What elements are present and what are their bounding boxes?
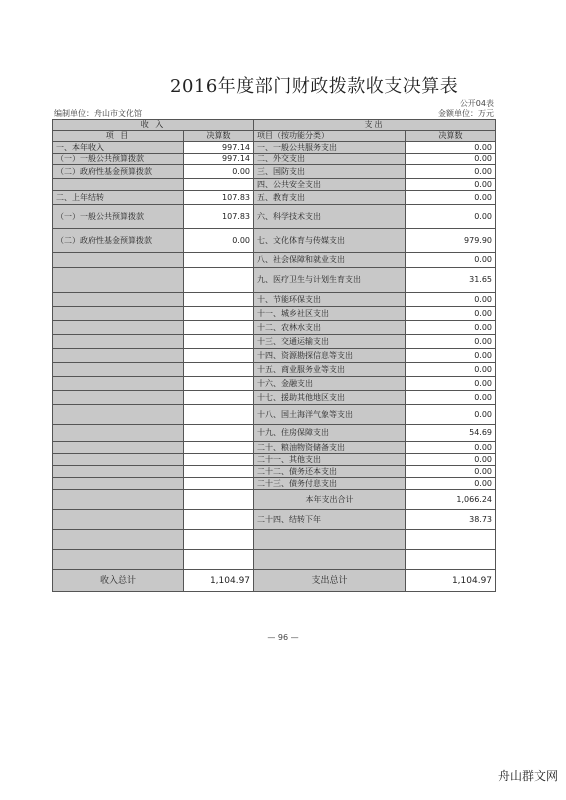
expense-label: 九、医疗卫生与计划生育支出	[254, 268, 406, 293]
expense-value: 0.00	[406, 349, 496, 363]
expense-subtotal-label: 本年支出合计	[254, 490, 406, 510]
expense-value: 31.65	[406, 268, 496, 293]
table-row	[53, 205, 496, 229]
income-blank	[53, 377, 184, 391]
table-row	[53, 442, 496, 454]
expense-label: 十六、金融支出	[254, 377, 406, 391]
income-blank	[53, 293, 184, 307]
income-value: 107.83	[184, 205, 254, 229]
expense-value: 0.00	[406, 442, 496, 454]
income-item-header: 项 目	[53, 131, 184, 142]
income-blank	[53, 490, 184, 510]
section-header-row	[53, 120, 496, 131]
expense-label: 二十三、债务付息支出	[254, 478, 406, 490]
income-value: 0.00	[184, 229, 254, 253]
income-blank	[53, 268, 184, 293]
expense-label: 二十四、结转下年	[254, 510, 406, 530]
income-blank-value	[184, 253, 254, 268]
expense-total-label: 支出总计	[254, 570, 406, 592]
income-blank	[53, 478, 184, 490]
expense-value: 54.69	[406, 425, 496, 442]
table-row	[53, 229, 496, 253]
table-row	[53, 510, 496, 530]
expense-label: 十七、援助其他地区支出	[254, 391, 406, 405]
table-row	[53, 391, 496, 405]
table-row	[53, 335, 496, 349]
income-blank	[53, 391, 184, 405]
income-blank	[53, 321, 184, 335]
income-blank-value	[184, 349, 254, 363]
income-blank	[53, 425, 184, 442]
income-blank-value	[184, 363, 254, 377]
expense-label: 十三、交通运输支出	[254, 335, 406, 349]
income-blank-value	[184, 335, 254, 349]
income-label: 一、本年收入	[53, 142, 184, 154]
income-blank	[53, 442, 184, 454]
expense-value: 0.00	[406, 154, 496, 165]
income-blank-value	[184, 307, 254, 321]
expense-label: 二十二、债务还本支出	[254, 466, 406, 478]
income-total-label: 收入总计	[53, 570, 184, 592]
expense-label: 四、公共安全支出	[254, 179, 406, 191]
expense-label: 七、文化体育与传媒支出	[254, 229, 406, 253]
table-row	[53, 321, 496, 335]
expense-value: 0.00	[406, 253, 496, 268]
expense-header: 支出	[254, 120, 496, 131]
expense-value: 0.00	[406, 405, 496, 425]
expense-subtotal-value: 1,066.24	[406, 490, 496, 510]
income-value: 997.14	[184, 154, 254, 165]
expense-value: 0.00	[406, 391, 496, 405]
table-row	[53, 363, 496, 377]
blank-row	[53, 530, 496, 550]
income-blank	[53, 307, 184, 321]
table-row	[53, 253, 496, 268]
reporting-unit: 编制单位：舟山市文化馆	[54, 109, 142, 118]
table-row	[53, 165, 496, 179]
income-label: 二、上年结转	[53, 191, 184, 205]
income-blank-value	[184, 425, 254, 442]
expense-value: 979.90	[406, 229, 496, 253]
income-blank	[53, 405, 184, 425]
table-row	[53, 478, 496, 490]
expense-value: 0.00	[406, 478, 496, 490]
watermark: 舟山群文网	[497, 769, 558, 783]
income-total-value: 1,104.97	[184, 570, 254, 592]
income-header: 收 入	[53, 120, 254, 131]
expense-value: 0.00	[406, 293, 496, 307]
income-blank	[53, 253, 184, 268]
income-label: （一）一般公共预算拨款	[53, 205, 184, 229]
income-value: 107.83	[184, 191, 254, 205]
table-row	[53, 268, 496, 293]
table-row	[53, 179, 496, 191]
income-blank-value	[184, 454, 254, 466]
income-amount-header: 决算数	[184, 131, 254, 142]
income-blank-value	[184, 377, 254, 391]
expense-blank-value	[406, 530, 496, 550]
expense-value: 0.00	[406, 466, 496, 478]
expense-value: 0.00	[406, 165, 496, 179]
expense-label: 二十一、其他支出	[254, 454, 406, 466]
income-label: （二）政府性基金预算拨款	[53, 229, 184, 253]
income-blank-value	[184, 268, 254, 293]
income-blank-value	[184, 405, 254, 425]
expense-value: 0.00	[406, 191, 496, 205]
table-row	[53, 293, 496, 307]
totals-row	[53, 570, 496, 592]
table-row	[53, 154, 496, 165]
income-blank	[53, 335, 184, 349]
income-blank-value	[184, 179, 254, 191]
expense-value: 0.00	[406, 454, 496, 466]
expense-amount-header: 决算数	[406, 131, 496, 142]
expense-label: 二十、粮油物资储备支出	[254, 442, 406, 454]
amount-unit: 金额单位：万元	[438, 109, 494, 118]
table-row	[53, 349, 496, 363]
income-value: 997.14	[184, 142, 254, 154]
expense-label: 一、一般公共服务支出	[254, 142, 406, 154]
table-row	[53, 377, 496, 391]
expense-value: 0.00	[406, 179, 496, 191]
expense-subtotal-row	[53, 490, 496, 510]
budget-table	[52, 119, 496, 592]
column-header-row	[53, 131, 496, 142]
income-blank	[53, 510, 184, 530]
expense-value: 0.00	[406, 321, 496, 335]
income-blank	[53, 550, 184, 570]
expense-blank-value	[406, 550, 496, 570]
expense-blank	[254, 530, 406, 550]
income-blank-value	[184, 478, 254, 490]
income-blank-value	[184, 293, 254, 307]
blank-row	[53, 550, 496, 570]
table-row	[53, 425, 496, 442]
expense-value: 0.00	[406, 363, 496, 377]
expense-blank	[254, 550, 406, 570]
expense-value: 0.00	[406, 142, 496, 154]
table-row	[53, 454, 496, 466]
expense-label: 十五、商业服务业等支出	[254, 363, 406, 377]
page-number: — 96 —	[267, 633, 299, 642]
income-blank-value	[184, 530, 254, 550]
income-label: （二）政府性基金预算拨款	[53, 165, 184, 179]
expense-label: 十一、城乡社区支出	[254, 307, 406, 321]
income-blank	[53, 179, 184, 191]
expense-item-header: 项目（按功能分类）	[254, 131, 406, 142]
expense-value: 0.00	[406, 205, 496, 229]
page-title: 2016年度部门财政拨款收支决算表	[170, 76, 459, 97]
income-blank	[53, 530, 184, 550]
income-label: （一）一般公共预算拨款	[53, 154, 184, 165]
table-row	[53, 466, 496, 478]
expense-label: 二、外交支出	[254, 154, 406, 165]
income-blank-value	[184, 550, 254, 570]
expense-label: 十、节能环保支出	[254, 293, 406, 307]
expense-total-value: 1,104.97	[406, 570, 496, 592]
expense-label: 五、教育支出	[254, 191, 406, 205]
expense-label: 十四、资源勘探信息等支出	[254, 349, 406, 363]
income-blank	[53, 363, 184, 377]
income-blank	[53, 454, 184, 466]
expense-label: 六、科学技术支出	[254, 205, 406, 229]
expense-label: 八、社会保障和就业支出	[254, 253, 406, 268]
expense-value: 0.00	[406, 307, 496, 321]
expense-value: 38.73	[406, 510, 496, 530]
income-value: 0.00	[184, 165, 254, 179]
table-row	[53, 142, 496, 154]
income-blank-value	[184, 321, 254, 335]
expense-value: 0.00	[406, 335, 496, 349]
income-blank-value	[184, 442, 254, 454]
table-row	[53, 307, 496, 321]
expense-label: 三、国防支出	[254, 165, 406, 179]
expense-value: 0.00	[406, 377, 496, 391]
income-blank	[53, 349, 184, 363]
expense-label: 十九、住房保障支出	[254, 425, 406, 442]
expense-label: 十八、国土海洋气象等支出	[254, 405, 406, 425]
expense-label: 十二、农林水支出	[254, 321, 406, 335]
income-blank	[53, 466, 184, 478]
table-row	[53, 405, 496, 425]
income-blank-value	[184, 510, 254, 530]
income-blank-value	[184, 391, 254, 405]
table-row	[53, 191, 496, 205]
form-number: 公开04表	[459, 99, 494, 108]
income-blank-value	[184, 490, 254, 510]
income-blank-value	[184, 466, 254, 478]
